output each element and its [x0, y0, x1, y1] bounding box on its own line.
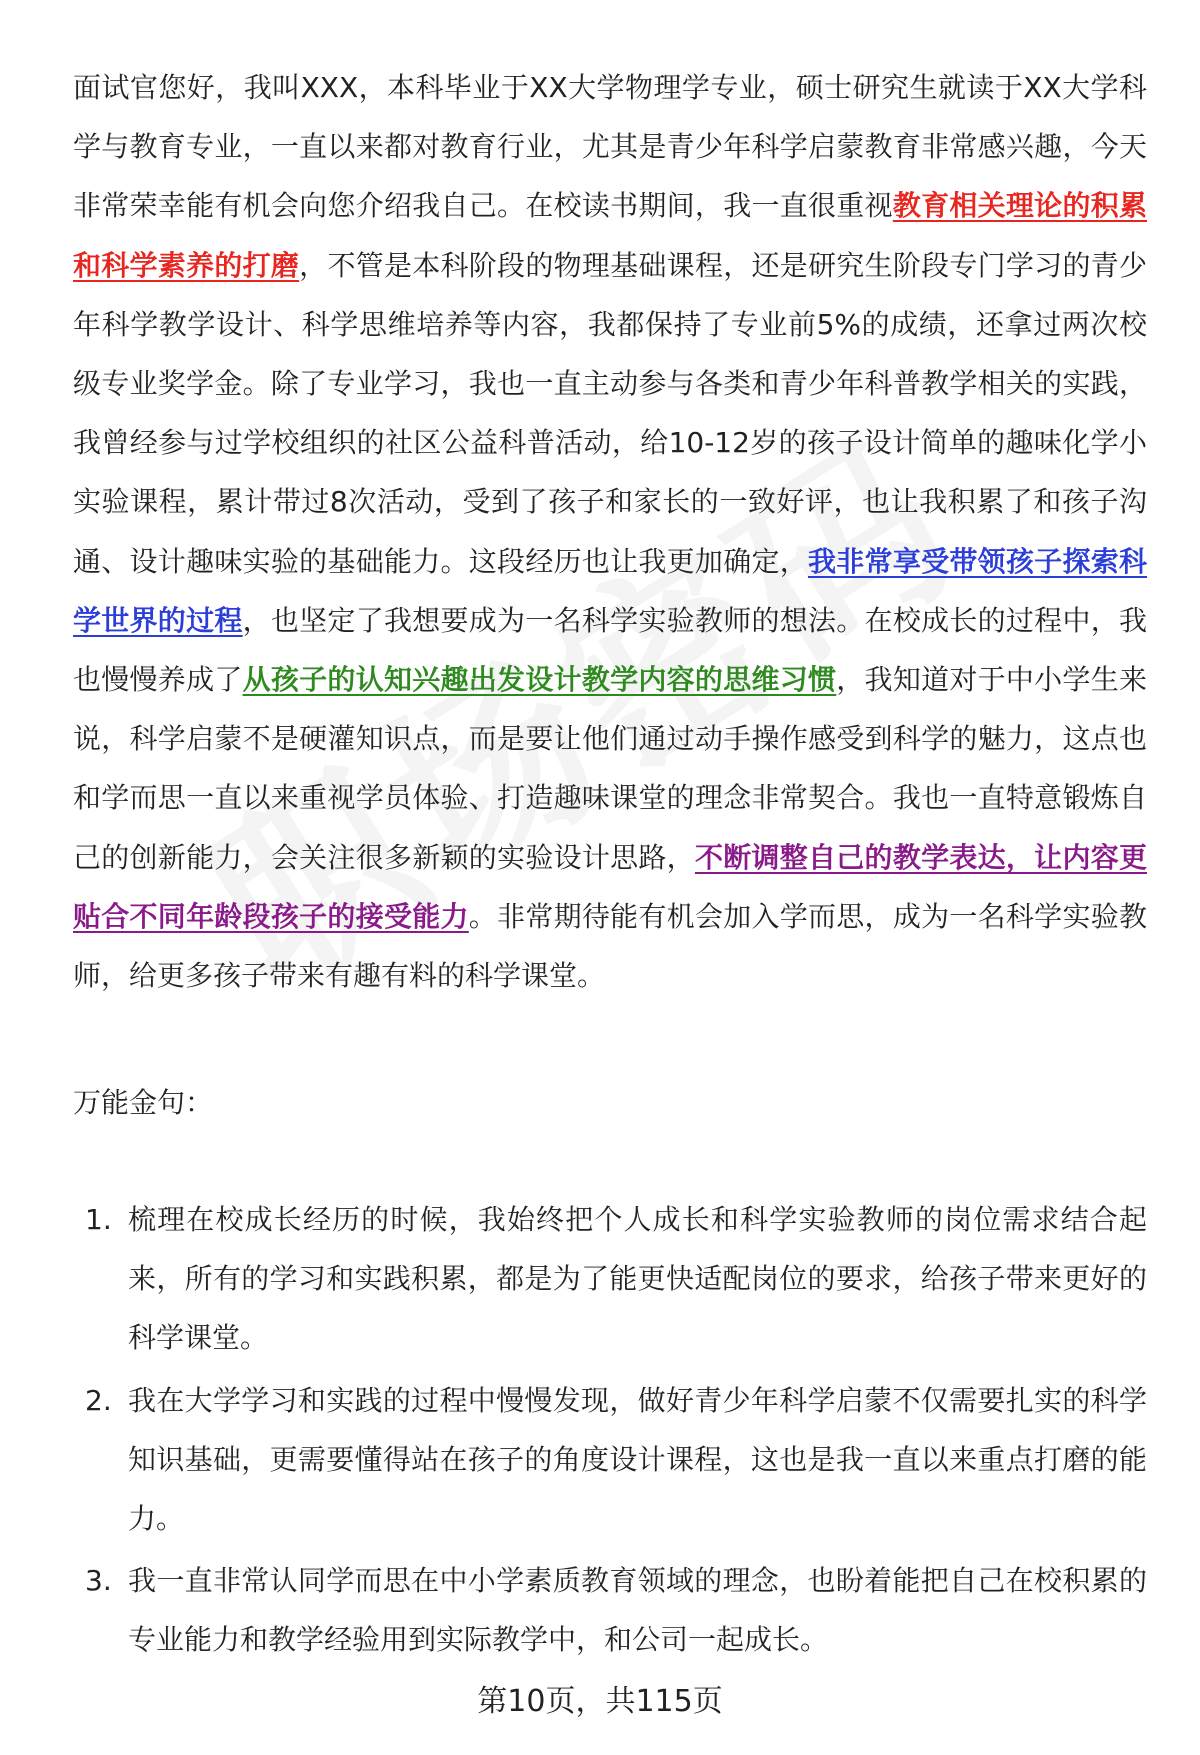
self-introduction-paragraph — [73, 58, 1147, 1005]
list-item — [73, 1551, 1147, 1669]
section-title-golden-phrases: 万能金句： — [73, 1086, 214, 1119]
highlight-green: 从孩子的认知兴趣出发设计教学内容的思维习惯 — [242, 663, 837, 697]
intro-text-5: 。非常期待能有机会加入学而思，成为一名科学实验教师，给更多孩子带来有趣有料的科学课堂。 — [73, 899, 1147, 993]
highlight-red: 教育相关理论的积累和科学素养的打磨 — [73, 189, 1147, 282]
intro-text-1: 面试官您好，我叫XXX，本科毕业于XX大学物理学专业，硕士研究生就读于XX大学科学与教育专业，一直以来都对教育行业，尤其是青少年科学启蒙教育非常感兴趣，今天非常荣幸能有机会向您介绍我自己。在校读书期间，我一直很重视 — [73, 71, 1147, 223]
highlight-blue: 我非常享受带领孩子探索科学世界的过程 — [73, 544, 1147, 637]
list-item-text: 梳理在校成长经历的时候，我始终把个人成长和科学实验教师的岗位需求结合起来，所有的学习和实践积累，都是为了能更快适配岗位的要求，给孩子带来更好的科学课堂。 — [128, 1203, 1147, 1355]
highlight-purple: 不断调整自己的教学表达，让内容更贴合不同年龄段孩子的接受能力 — [73, 840, 1147, 933]
list-item-text: 我在大学学习和实践的过程中慢慢发现，做好青少年科学启蒙不仅需要扎实的科学知识基础，更需要懂得站在孩子的角度设计课程，这也是我一直以来重点打磨的能力。 — [128, 1383, 1147, 1536]
list-item-number: 3. — [85, 1564, 112, 1598]
list-item — [73, 1190, 1147, 1368]
golden-phrases-list — [73, 1190, 1147, 1673]
list-item — [73, 1371, 1147, 1549]
intro-text-4: ，我知道对于中小学生来说，科学启蒙不是硬灌知识点，而是要让他们通过动手操作感受到科学的魅力，这点也和学而思一直以来重视学员体验、打造趣味课堂的理念非常契合。我也一直特意锻炼自己的创新能力，会关注很多新颖的实验设计思路， — [73, 663, 1147, 874]
intro-text-3: ，也坚定了我想要成为一名科学实验教师的想法。在校成长的过程中，我也慢慢养成了 — [73, 603, 1147, 697]
list-item-number: 1. — [85, 1203, 112, 1236]
page-number: 第10页，共115页 — [477, 1684, 723, 1719]
list-item-number: 2. — [85, 1383, 112, 1417]
list-item-text: 我一直非常认同学而思在中小学素质教育领域的理念，也盼着能把自己在校积累的专业能力和教学经验用到实际教学中，和公司一起成长。 — [128, 1564, 1147, 1657]
intro-text-2: ，不管是本科阶段的物理基础课程，还是研究生阶段专门学习的青少年科学教学设计、科学思维培养等内容，我都保持了专业前5%的成绩，还拿过两次校级专业奖学金。除了专业学习，我也一直主动参与各类和青少年科普教学相关的实践，我曾经参与过学校组织的社区公益科普活动，给10-12岁的孩子设计简单的趣味化学小实验课程，累计带过8次活动，受到了孩子和家长的一致好评，也让我积累了和孩子沟通、设计趣味实验的基础能力。这段经历也让我更加确定， — [73, 248, 1147, 578]
